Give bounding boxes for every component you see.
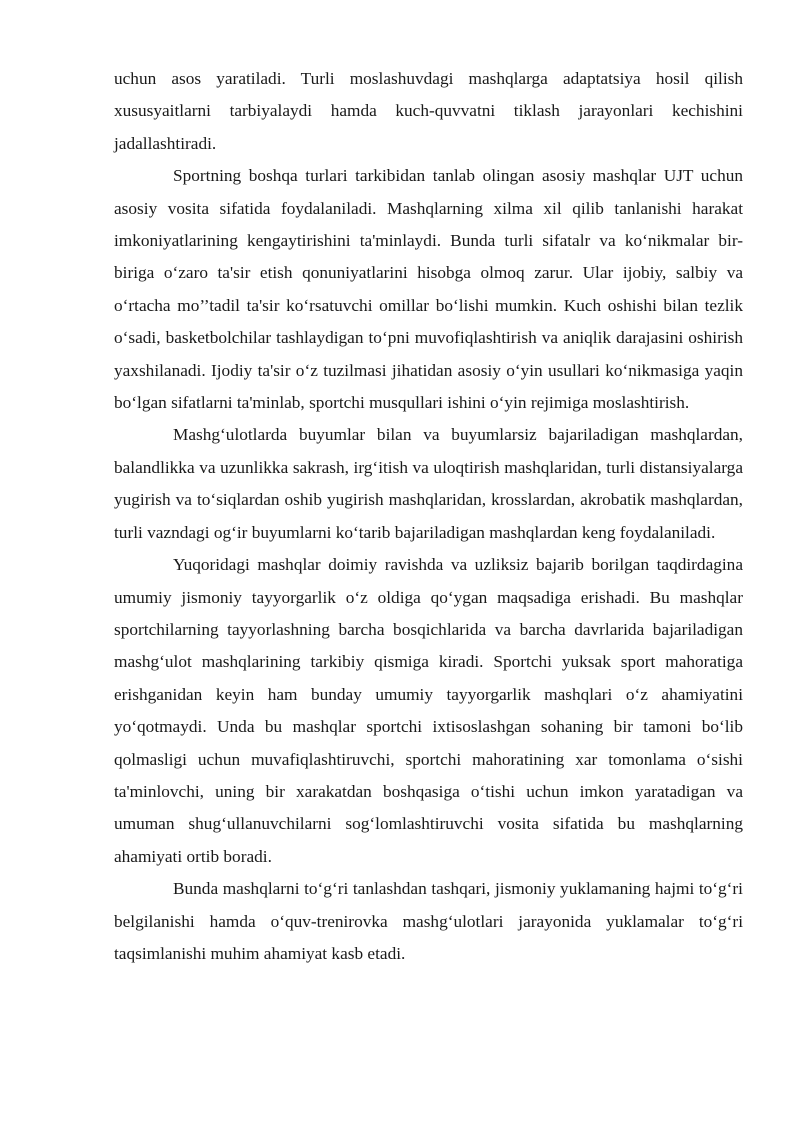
paragraph-training-exercises: Mashg‘ulotlarda buyumlar bilan va buyumlarsiz bajariladigan mashqlardan, balandlikka va uzunlikka sakrash, irg‘itish va uloqtirish mashqlaridan, turli distansiyalarga yugirish va to‘siqlardan oshib yugirish mashqlaridan, krosslardan, akrobatik mashqlardan, turli vazndagi og‘ir buyumlarni ko‘tarib bajariladigan mashqlardan keng foydalaniladi. xyxy=(114,425,743,542)
paragraph-continuation: uchun asos yaratiladi. Turli moslashuvdagi mashqlarga adaptatsiya hosil qilish xususyaitlarni tarbiyalaydi hamda kuch-quvvatni tiklash jarayonlari kechishini jadallashtiradi. xyxy=(114,69,743,153)
paragraph-general-preparation: Yuqoridagi mashqlar doimiy ravishda va uzliksiz bajarib borilgan taqdirdagina umumiy jismoniy tayyorgarlik o‘z oldiga qo‘ygan maqsadiga erishadi. Bu mashqlar sportchilarning tayyorlashning barcha bosqichlarida va barcha davrlarida bajariladigan mashg‘ulot mashqlarining tarkibiy qismiga kiradi. Sportchi yuksak sport mahoratiga erishganidan keyin ham bunday umumiy tayyorgarlik mashqlari o‘z ahamiyatini yo‘qotmaydi. Unda bu mashqlar sportchi ixtisoslashgan sohaning bir tamoni bo‘lib qolmasligi uchun muvafiqlashtiruvchi, sportchi mahoratining xar tomonlama o‘sishi ta'minlovchi, uning bir xarakatdan boshqasiga o‘tishi uchun imkon yaratadigan va umuman shug‘ullanuvchilarni sog‘lomlashtiruvchi vosita sifatida bu mashqlarning ahamiyati ortib boradi. xyxy=(114,555,743,866)
paragraph-sport-exercises: Sportning boshqa turlari tarkibidan tanlab olingan asosiy mashqlar UJT uchun asosiy vosita sifatida foydalaniladi. Mashqlarning xilma xil qilib tanlanishi harakat imkoniyatlarining kengaytirishini ta'minlaydi. Bunda turli sifatalr va ko‘nikmalar bir-biriga o‘zaro ta'sir etish qonuniyatlarini hisobga olmoq zarur. Ular ijobiy, salbiy va o‘rtacha mo’’tadil ta'sir ko‘rsatuvchi omillar bo‘lishi mumkin. Kuch oshishi bilan tezlik o‘sadi, basketbolchilar tashlaydigan to‘pni muvofiqlashtirish va aniqlik darajasini oshirish yaxshilanadi. Ijodiy ta'sir o‘z tuzilmasi jihatidan asosiy o‘yin usullari ko‘nikmasiga yaqin bo‘lgan sifatlarni ta'minlab, sportchi musqullari ishini o‘yin rejimiga moslashtirish. xyxy=(114,166,743,413)
document-page xyxy=(114,63,743,970)
paragraph-load-distribution: Bunda mashqlarni to‘g‘ri tanlashdan tashqari, jismoniy yuklamaning hajmi to‘g‘ri belgilanishi hamda o‘quv-trenirovka mashg‘ulotlari jarayonida yuklamalar to‘g‘ri taqsimlanishi muhim ahamiyat kasb etadi. xyxy=(114,879,743,963)
